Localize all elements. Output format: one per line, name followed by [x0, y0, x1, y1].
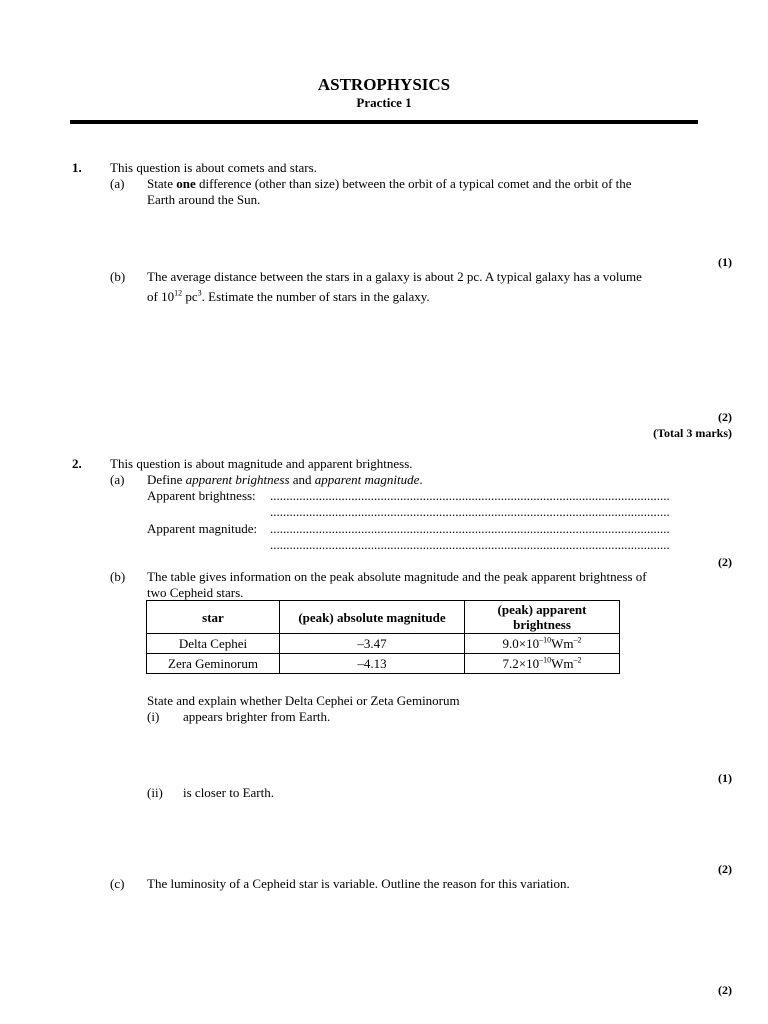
q2c-label: (c)	[110, 876, 125, 891]
header-absolute-magnitude: (peak) absolute magnitude	[280, 601, 465, 634]
q2b-ii-text: is closer to Earth.	[183, 785, 274, 800]
q2a-label: (a)	[110, 472, 125, 487]
table-row	[147, 634, 620, 654]
answer-line[interactable]: ...........................................................................................................................	[270, 537, 670, 552]
apparent-brightness-label: Apparent brightness:	[147, 488, 256, 503]
absolute-magnitude: –3.47	[280, 634, 465, 654]
page-title: ASTROPHYSICS	[317, 75, 451, 94]
question-1-intro: This question is about comets and stars.	[110, 160, 317, 175]
q2a-marks: (2)	[718, 555, 732, 569]
q2b-text-line2: two Cepheid stars.	[147, 585, 244, 600]
answer-line[interactable]: ...........................................................................................................................	[270, 504, 670, 519]
question-2-number: 2.	[72, 456, 82, 471]
q1b-text: The average distance between the stars in a galaxy is about 2 pc. A typical galaxy has a volume	[147, 269, 642, 284]
q1b-text-line2: of $10^{12}$ $pc^3$. Estimate the number of stars in the galaxy.	[147, 288, 430, 304]
q2b-i-text: appears brighter from Earth.	[183, 709, 331, 724]
q2b-i-label: (i)	[147, 709, 160, 724]
answer-line[interactable]: ...........................................................................................................................	[270, 521, 670, 536]
q1a-marks: (1)	[718, 255, 732, 269]
q2a-text: Define apparent brightness and apparent magnitude.	[147, 472, 423, 487]
apparent-magnitude-label: Apparent magnitude:	[147, 521, 258, 536]
q2c-text: The luminosity of a Cepheid star is variable. Outline the reason for this variation.	[147, 876, 570, 891]
answer-line[interactable]: ...........................................................................................................................	[270, 488, 670, 503]
page-subtitle: Practice 1	[356, 95, 412, 110]
q2b-label: (b)	[110, 569, 126, 584]
q1b-marks: (2)	[718, 410, 732, 424]
star-name: Delta Cephei	[147, 634, 280, 654]
q2c-marks: (2)	[718, 983, 732, 997]
q1-total-marks: (Total 3 marks)	[653, 426, 732, 440]
header-rule	[70, 120, 698, 124]
header-apparent-brightness: (peak) apparent brightness	[465, 601, 620, 634]
table-row	[147, 654, 620, 674]
cepheid-table	[146, 600, 620, 674]
q2b-ii-label: (ii)	[147, 785, 163, 800]
q1a-text-line2: Earth around the Sun.	[147, 192, 261, 207]
question-1-number: 1.	[72, 160, 82, 175]
table-header-row	[147, 601, 620, 634]
absolute-magnitude: –4.13	[280, 654, 465, 674]
q1b-label: (b)	[110, 269, 126, 284]
q1a-text: State one difference (other than size) between the orbit of a typical comet and the orbit of the	[147, 176, 632, 191]
apparent-brightness: $7.2\times 10^{-10}Wm^{-2}$	[465, 654, 620, 674]
q2b-text: The table gives information on the peak absolute magnitude and the peak apparent brightness of	[147, 569, 647, 584]
q2b-explain: State and explain whether Delta Cephei or Zeta Geminorum	[147, 693, 460, 708]
q2b-ii-marks: (2)	[718, 862, 732, 876]
question-2-intro: This question is about magnitude and apparent brightness.	[110, 456, 413, 471]
header-star: star	[147, 601, 280, 634]
star-name: Zera Geminorum	[147, 654, 280, 674]
q1a-label: (a)	[110, 176, 125, 191]
q2b-i-marks: (1)	[718, 771, 732, 785]
apparent-brightness: $9.0\times 10^{-10}Wm^{-2}$	[465, 634, 620, 654]
